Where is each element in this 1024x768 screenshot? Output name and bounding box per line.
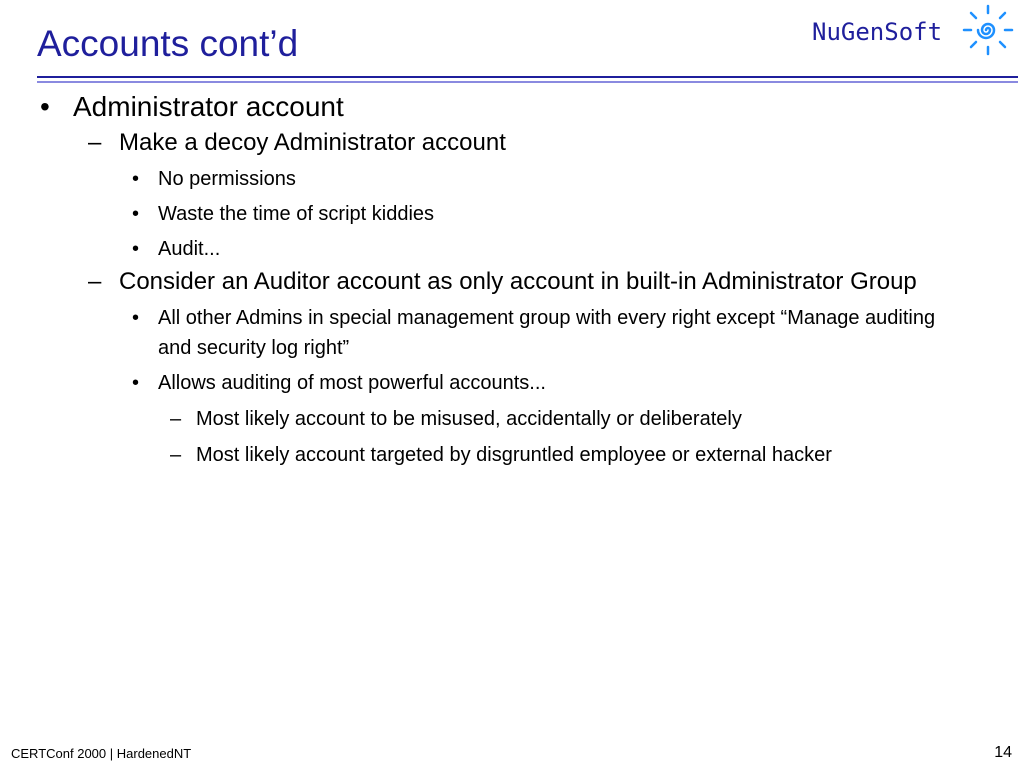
bullet-marker: • <box>132 168 140 190</box>
outline-item-text: Consider an Auditor account as only account in built-in Administrator Group <box>119 268 917 295</box>
slide-outline <box>0 86 1024 470</box>
title-rule-light <box>37 81 1018 83</box>
outline-item-level-4 <box>0 404 1024 434</box>
outline-item-level-4 <box>0 440 1024 470</box>
bullet-marker: • <box>132 307 140 329</box>
dash-marker: – <box>170 408 182 430</box>
footer-left-text: CERTConf 2000 | HardenedNT <box>11 746 192 761</box>
dash-marker: – <box>170 444 182 466</box>
outline-item-text: All other Admins in special management group with every right except “Manage auditing and security log right” <box>158 307 936 359</box>
outline-item-level-3 <box>0 368 1024 398</box>
outline-item-level-3 <box>0 199 1024 229</box>
bullet-marker: • <box>132 238 140 260</box>
outline-item-text: Administrator account <box>73 91 344 122</box>
outline-item-level-3 <box>0 164 1024 194</box>
slide-title: Accounts cont’d <box>37 23 299 64</box>
logo-text: NuGenSoft <box>812 18 943 46</box>
outline-item-level-1 <box>0 89 1024 125</box>
outline-item-text: Allows auditing of most powerful accounts... <box>158 372 546 394</box>
outline-item-text: Most likely account targeted by disgruntled employee or external hacker <box>196 444 832 466</box>
outline-item-level-2 <box>0 266 1024 298</box>
outline-item-text: Most likely account to be misused, accidentally or deliberately <box>196 408 742 430</box>
outline-item-level-3 <box>0 234 1024 264</box>
spiral-sun-icon <box>960 2 1016 58</box>
outline-item-text: Audit... <box>158 238 221 260</box>
outline-item-text: Waste the time of script kiddies <box>158 203 435 225</box>
outline-item-level-3 <box>0 303 1024 363</box>
nugensoft-logo <box>812 2 1022 62</box>
bullet-marker: • <box>40 91 50 122</box>
outline-item-text: No permissions <box>158 168 296 190</box>
dash-marker: – <box>88 268 102 295</box>
bullet-marker: • <box>132 372 140 394</box>
dash-marker: – <box>88 129 102 156</box>
outline-item-text: Make a decoy Administrator account <box>119 129 506 156</box>
title-rule-dark <box>37 76 1018 78</box>
bullet-marker: • <box>132 203 140 225</box>
outline-item-level-2 <box>0 127 1024 159</box>
slide-number: 14 <box>994 744 1012 761</box>
